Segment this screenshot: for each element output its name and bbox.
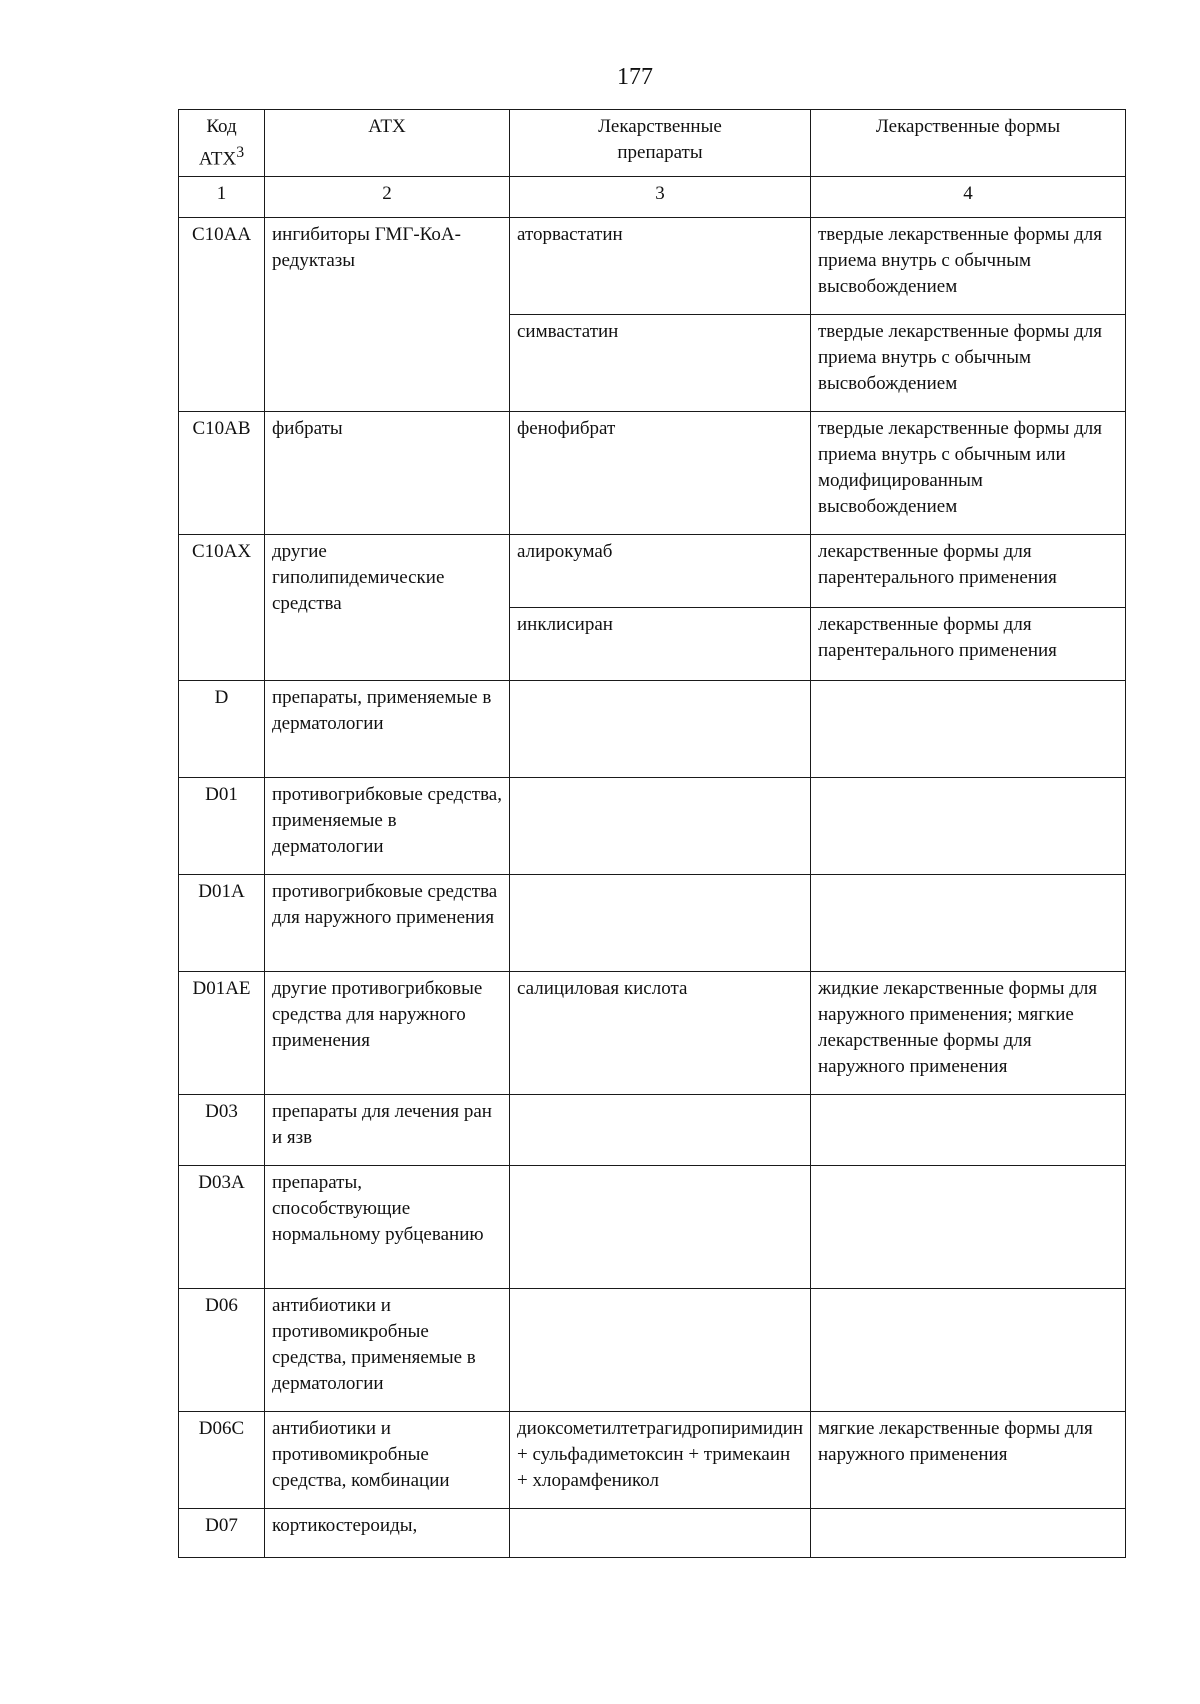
atx-group: препараты для лечения ран и язв	[265, 1095, 510, 1166]
header-code-footnote: 3	[236, 144, 245, 161]
drug-name: диоксометилтетрагидропиримидин + сульфадиметоксин + тримекаин + хлорамфеникол	[510, 1412, 811, 1509]
atx-group: другие гиполипидемические средства	[265, 535, 510, 681]
drug-name	[510, 1289, 811, 1412]
dosage-form: жидкие лекарственные формы для наружного применения; мягкие лекарственные формы для наружного применения	[811, 972, 1126, 1095]
atx-group: антибиотики и противомикробные средства, комбинации	[265, 1412, 510, 1509]
table-row	[179, 412, 1126, 535]
dosage-form: твердые лекарственные формы для приема внутрь с обычным высвобождением	[811, 315, 1126, 412]
dosage-form	[811, 875, 1126, 972]
page-number: 177	[617, 64, 653, 90]
atx-code: D01A	[179, 875, 265, 972]
atx-code: D06C	[179, 1412, 265, 1509]
table-row	[179, 1412, 1126, 1509]
drug-name	[510, 1166, 811, 1289]
dosage-form	[811, 681, 1126, 778]
atx-group: другие противогрибковые средства для наружного применения	[265, 972, 510, 1095]
atx-code: C10AB	[179, 412, 265, 535]
atx-code: D01AE	[179, 972, 265, 1095]
column-number: 3	[510, 177, 811, 218]
drug-name: фенофибрат	[510, 412, 811, 535]
header-code-line2: АТХ	[198, 148, 237, 170]
table-row	[179, 535, 1126, 608]
table-row	[179, 778, 1126, 875]
drug-name: алирокумаб	[510, 535, 811, 608]
table-row	[179, 681, 1126, 778]
atx-group: препараты, применяемые в дерматологии	[265, 681, 510, 778]
table-row	[179, 218, 1126, 315]
header-drugs-line2: препараты	[617, 142, 703, 163]
header-drugs	[510, 110, 811, 177]
atx-group: препараты, способствующие нормальному рубцеванию	[265, 1166, 510, 1289]
atx-group: кортикостероиды,	[265, 1509, 510, 1558]
dosage-form	[811, 1095, 1126, 1166]
drug-name: аторвастатин	[510, 218, 811, 315]
drug-name	[510, 875, 811, 972]
table-row	[179, 1509, 1126, 1558]
header-row	[179, 110, 1126, 177]
header-forms: Лекарственные формы	[811, 110, 1126, 177]
dosage-form: твердые лекарственные формы для приема внутрь с обычным высвобождением	[811, 218, 1126, 315]
atx-code: D01	[179, 778, 265, 875]
drug-name	[510, 1509, 811, 1558]
atx-code: D07	[179, 1509, 265, 1558]
header-code-line1: Код	[206, 116, 237, 137]
atx-code: D03A	[179, 1166, 265, 1289]
table-row	[179, 875, 1126, 972]
dosage-form: твердые лекарственные формы для приема внутрь с обычным или модифицированным высвобождением	[811, 412, 1126, 535]
column-number: 1	[179, 177, 265, 218]
drug-name	[510, 778, 811, 875]
drug-name: симвастатин	[510, 315, 811, 412]
atx-group: противогрибковые средства, применяемые в дерматологии	[265, 778, 510, 875]
dosage-form: мягкие лекарственные формы для наружного применения	[811, 1412, 1126, 1509]
column-number-row	[179, 177, 1126, 218]
column-number: 2	[265, 177, 510, 218]
dosage-form	[811, 1509, 1126, 1558]
drug-name	[510, 681, 811, 778]
dosage-form	[811, 1289, 1126, 1412]
atx-group: антибиотики и противомикробные средства, применяемые в дерматологии	[265, 1289, 510, 1412]
dosage-form	[811, 778, 1126, 875]
dosage-form	[811, 1166, 1126, 1289]
atx-code: D06	[179, 1289, 265, 1412]
atx-group: ингибиторы ГМГ-КоА-редуктазы	[265, 218, 510, 412]
header-code	[179, 110, 265, 177]
header-drugs-line1: Лекарственные	[598, 116, 722, 137]
drug-name	[510, 1095, 811, 1166]
header-atx: АТХ	[265, 110, 510, 177]
drug-name: инклисиран	[510, 608, 811, 681]
atx-code: D	[179, 681, 265, 778]
dosage-form: лекарственные формы для парентерального применения	[811, 608, 1126, 681]
drug-name: салициловая кислота	[510, 972, 811, 1095]
table-row	[179, 1095, 1126, 1166]
atx-code: C10AX	[179, 535, 265, 681]
atx-code: D03	[179, 1095, 265, 1166]
atx-code: C10AA	[179, 218, 265, 412]
column-number: 4	[811, 177, 1126, 218]
table-row	[179, 972, 1126, 1095]
atx-group: фибраты	[265, 412, 510, 535]
table-row	[179, 1166, 1126, 1289]
table-row	[179, 1289, 1126, 1412]
dosage-form: лекарственные формы для парентерального применения	[811, 535, 1126, 608]
atx-drug-table	[178, 109, 1126, 1558]
atx-group: противогрибковые средства для наружного применения	[265, 875, 510, 972]
